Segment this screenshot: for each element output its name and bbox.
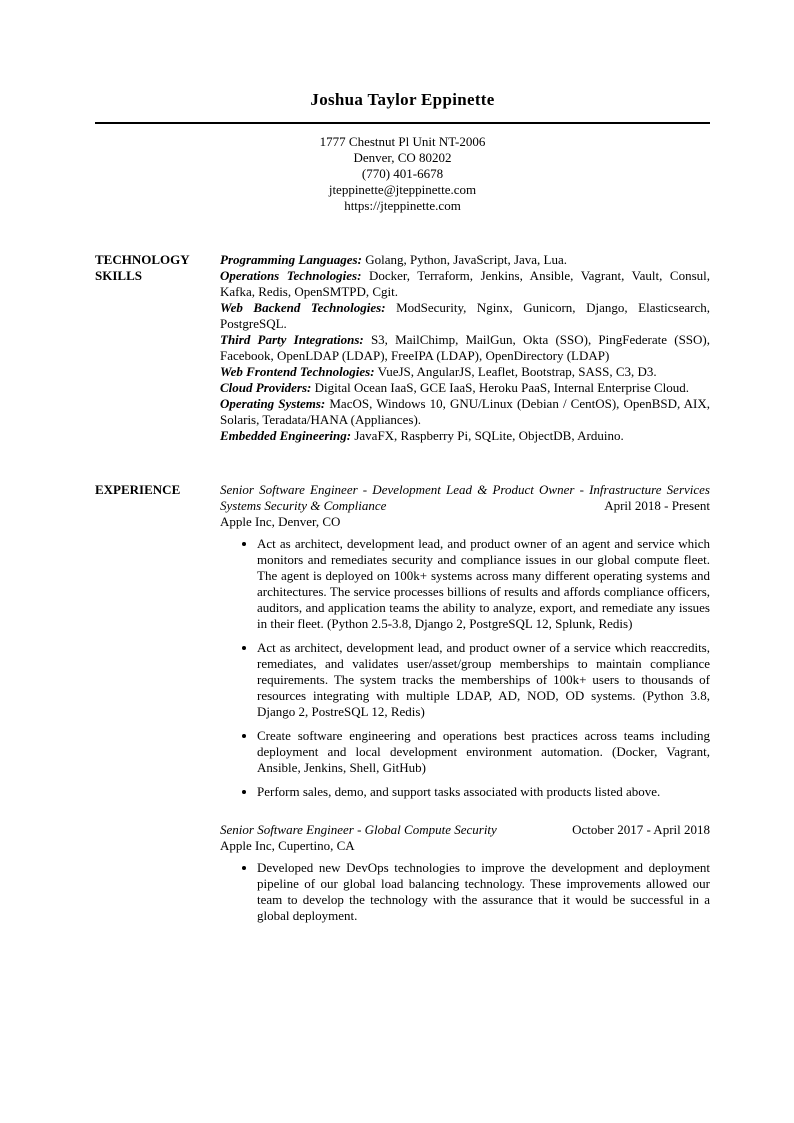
skill-details: JavaFX, Raspberry Pi, SQLite, ObjectDB, Arduino. bbox=[354, 427, 624, 443]
skill-item bbox=[220, 380, 710, 396]
contact-block bbox=[95, 134, 710, 214]
contact-email: jteppinette@jteppinette.com bbox=[328, 181, 477, 197]
technology-skills-body bbox=[220, 252, 710, 444]
job-bullet-list bbox=[220, 536, 710, 800]
skill-term: Cloud Providers: bbox=[220, 379, 312, 395]
job-bullet: • Create software engineering and operations best practices across teams including deployment and local development environment automation. (Docker, Vagrant, Ansible, Jenkins, Shell, GitHub) bbox=[257, 728, 710, 776]
job-entry bbox=[220, 822, 710, 924]
skill-item bbox=[220, 332, 710, 364]
skill-details: Digital Ocean IaaS, GCE IaaS, Heroku PaaS, Internal Enterprise Cloud. bbox=[314, 379, 689, 395]
skill-term: Web Frontend Technologies: bbox=[220, 363, 375, 379]
job-entry bbox=[220, 482, 710, 800]
contact-website: https://jteppinette.com bbox=[344, 197, 461, 213]
section-label-experience: EXPERIENCE bbox=[95, 481, 181, 497]
skill-details: Golang, Python, JavaScript, Java, Lua. bbox=[365, 251, 568, 267]
skill-term: Third Party Integrations: bbox=[220, 331, 364, 347]
header-rule bbox=[95, 122, 710, 124]
skill-item bbox=[220, 396, 710, 428]
skill-details: VueJS, AngularJS, Leaflet, Bootstrap, SASS, C3, D3. bbox=[377, 363, 657, 379]
job-date: October 2017 - April 2018 bbox=[566, 822, 710, 838]
job-title: Senior Software Engineer - Global Compute Security bbox=[220, 821, 497, 837]
section-technology-skills bbox=[95, 252, 710, 444]
job-company: Apple Inc, Denver, CO bbox=[220, 513, 341, 529]
job-title-line bbox=[220, 822, 710, 838]
skill-item bbox=[220, 364, 710, 380]
skill-term: Programming Languages: bbox=[220, 251, 362, 267]
skill-term: Embedded Engineering: bbox=[220, 427, 352, 443]
job-bullet: • Perform sales, demo, and support tasks associated with products listed above. bbox=[257, 784, 710, 800]
job-title: Senior Software Engineer - Development Lead & Product Owner - Infrastructure Services Systems Security & Compliance bbox=[220, 481, 710, 513]
skill-details: Docker, Terraform, Jenkins, Ansible, Vagrant, Vault, Consul, Kafka, Redis, OpenSMTPD, Cgit. bbox=[220, 267, 711, 299]
section-label-technology-skills: TECHNOLOGY SKILLS bbox=[95, 251, 190, 283]
skill-details: S3, MailChimp, MailGun, Okta (SSO), PingFederate (SSO), Facebook, OpenLDAP (LDAP), FreeIPA (LDAP), OpenDirectory (LDAP) bbox=[220, 331, 710, 363]
skill-term: Operating Systems: bbox=[220, 395, 326, 411]
experience-body bbox=[220, 482, 710, 924]
section-experience bbox=[95, 482, 710, 924]
skill-item bbox=[220, 252, 710, 268]
skill-term: Web Backend Technologies: bbox=[220, 299, 386, 315]
job-date: April 2018 - Present bbox=[598, 498, 710, 514]
skill-item bbox=[220, 268, 710, 300]
contact-address: 1777 Chestnut Pl Unit NT-2006 bbox=[319, 133, 486, 149]
skill-item bbox=[220, 300, 710, 332]
job-company: Apple Inc, Cupertino, CA bbox=[220, 837, 355, 853]
header bbox=[95, 90, 710, 214]
job-bullet: • Act as architect, development lead, and product owner of an agent and service which monitors and remediates security and compliance issues in our global compute fleet. The agent is deployed on 100k+ systems across many different operating systems and architectures. The service processes billions of results and affords compliance officers, auditors, and application teams the ability to analyze, export, and remediate any issues in their fleet. (Python 2.5-3.8, Django 2, PostgreSQL 12, Splunk, Redis) bbox=[257, 536, 710, 632]
skill-item bbox=[220, 428, 710, 444]
job-title-line bbox=[220, 482, 710, 514]
contact-phone: (770) 401-6678 bbox=[361, 165, 444, 181]
job-bullet: • Act as architect, development lead, and product owner of a service which reaccredits, remediates, and validates user/asset/group memberships to maintain compliance requirements. The system tracks the memberships of 100k+ users to thousands of resources integrating with multiple LDAP, AD, NOD, OD systems. (Python 3.8, Django 2, PostreSQL 12, Redis) bbox=[257, 640, 710, 720]
skill-details: ModSecurity, Nginx, Gunicorn, Django, Elasticsearch, PostgreSQL. bbox=[220, 299, 710, 331]
job-bullet: • Developed new DevOps technologies to improve the development and deployment pipeline of our global load balancing technology. These improvements allowed our team to develop the technology with the assurance that it would be successful in a global deployment. bbox=[257, 860, 710, 924]
contact-city-state-zip: Denver, CO 80202 bbox=[353, 149, 452, 165]
job-bullet-list bbox=[220, 860, 710, 924]
skill-term: Operations Technologies: bbox=[220, 267, 362, 283]
page-title: Joshua Taylor Eppinette bbox=[310, 90, 495, 109]
skill-details: MacOS, Windows 10, GNU/Linux (Debian / CentOS), OpenBSD, AIX, Solaris, Teradata/HANA (Appliances). bbox=[220, 395, 710, 427]
